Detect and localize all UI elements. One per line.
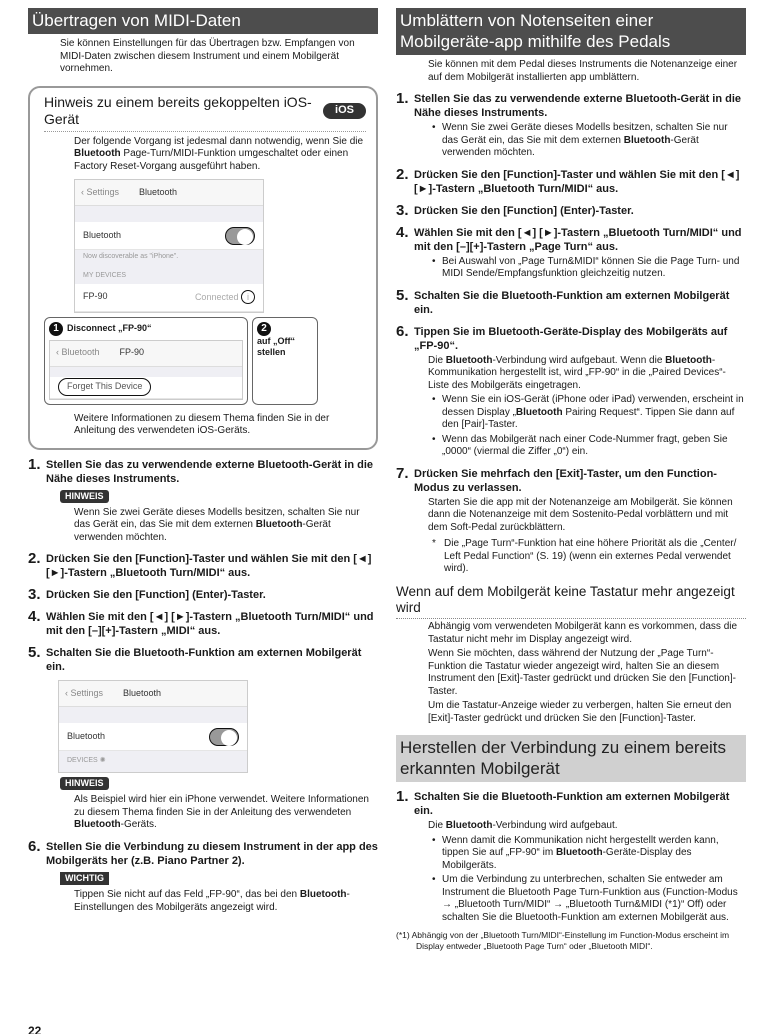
back-icon: ‹ Settings [65,688,104,699]
ios-note-more: Weitere Informationen zu diesem Thema finden Sie in der Anleitung des verwendeten iOS-Geräts. [74,412,330,436]
right-column: Umblättern von Notenseiten einer Mobilgeräte-app mithilfe des Pedals Sie können mit dem Pedal dieses Instruments die Notenanzeige einer auf dem Mobilgerät installierten app umblättern. 1. Stellen Sie das zu verwendende externe Bluetooth-Gerät in die Nähe dieses Instruments. • Wenn Sie zwei Geräte dieses Modells besitzen, schalten Sie nur das Gerät ein, das Sie mit dem externen Bluetooth-Gerät verwenden möchten. 2. Drücken Sie den [Function]-Taster und wählen Sie mit den [◄] [►]-Tastern „Bluetooth Turn/MIDI“ aus. 3. Drücken Sie den [Function] (Enter)-Taster. 4. Wählen Sie mit den [◄] [►]-Tastern „Bluetooth Turn/MIDI“ und mit den [–][+]-Tastern „Page Turn“ aus. • Bei Auswahl von „Page Turn&MIDI“ können Sie die Page Turn- und MIDI Sende/Empfangsfunktion gleichzeitig nutzen. 5. Schalten Sie die Bluetooth-Funktion am externen Mobilgerät ein. 6. Tippen Sie im Bluetooth-Geräte-Display des Mobilgeräts auf „FP-90“. Die Bluetooth-Verbindung wird aufgebaut. Wenn die Bluetooth-Kommunikation hergestellt ist, wird „FP-90“ in die „Paired Devices“-Liste des Mobilgeräts eingetragen. • Wenn Sie ein iOS-Gerät (iPhone oder iPad) verwenden, erscheint in dessen Display „Bluetooth Pairing Request“. Tippen Sie dann auf den [Pair]-Taster. • Wenn das Mobilgerät nach einer Code-Nummer fragt, geben Sie „0000“ (viermal die Ziffer „0“) ein. 7. Drücken Sie mehrfach den [Exit]-Taster, um den Function-Modus zu verlassen. Starten Sie die app mit der Notenanzeige am Mobilgerät. Sie können dann die Notenanzeige mit dem Sostenito-Pedal vorblättern und mit dem Soft-Pedal zurückblättern. * Die „Page Turn“-Funktion hat eine höhere Priorität als die „Center/ Left Pedal Function“ (S. 19) (wenn ein externes Pedal verwendet wird). Wenn auf dem Mobilgerät keine Tastatur mehr angezeigt wird Abhängig vom verwendeten Mobilgerät kann es vorkommen, dass die Tastatur nicht mehr im Display angezeigt wird. Wenn Sie möchten, dass während der Nutzung der „Page Turn“-Funktion die Tastatur wieder angezeigt wird, halten Sie an diesem Instrument den [Exit]-Taster gedrückt und drücken Sie den [Function]-Taster. Um die Tastatur-Anzeige wieder zu verbergen, halten Sie erneut den [Exit]-Taster gedrückt und drücken Sie den [Function]-Taster. Herstellen der Verbindung zu einem bereits erkannten Mobilgerät 1. Schalten Sie die Bluetooth-Funktion am externen Mobilgerät ein. Die Bluetooth-Verbindung wird aufgebaut. • Wenn damit die Kommunikation nicht hergestellt werden kann, tippen Sie auf „FP-90“ im Bluetooth-Geräte-Display des Mobilgeräts. • Um die Verbindung zu unterbrechen, schalten Sie entweder am Instrument die Bluetooth Page Turn-Funktion aus (Function-Modus → „Bluetooth Turn/MIDI“ → „Bluetooth Turn&MIDI (*1)“ Off) oder schalten Sie die Bluetooth-Funktion am externen Mobilgerät aus. (*1) Abhängig von der „Bluetooth Turn/MIDI“-Einstellung im Function-Modus erscheint im Display entweder „Bluetooth Page Turn“ oder „Bluetooth MIDI“. [396,8,746,952]
section-title-midi: Übertragen von MIDI-Daten [28,8,378,34]
right-step-3: 3. Drücken Sie den [Function] (Enter)-Taster. [396,201,634,219]
callout-off: 2 auf „Off“ stellen [252,317,318,405]
page-turn-intro: Sie können mit dem Pedal dieses Instruments die Notenanzeige einer auf dem Mobilgerät installierten app umblättern. [428,59,738,83]
right-step-5: 5. Schalten Sie die Bluetooth-Funktion am externen Mobilgerät ein. [396,286,730,316]
left-step-2: 2. Drücken Sie den [Function]-Taster und wählen Sie mit den [◄] [►]-Tastern „Bluetooth Turn/MIDI“ aus. [28,550,372,580]
right-step-7: 7. Drücken Sie mehrfach den [Exit]-Taster, um den Function-Modus zu verlassen. [396,464,717,494]
bluetooth-toggle [225,227,255,245]
left-step-3: 3. Drücken Sie den [Function] (Enter)-Taster. [28,586,266,604]
spinner-icon: ✺ [99,757,106,765]
hinweis-tag: HINWEIS [60,777,109,790]
bluetooth-toggle [209,728,239,746]
back-icon: ‹ Bluetooth [56,347,100,358]
right-step-4: 4. Wählen Sie mit den [◄] [►]-Tastern „Bluetooth Turn/MIDI“ und mit den [–][+]-Tastern „Page Turn“ aus. [396,223,742,253]
right-step-1: 1. Stellen Sie das zu verwendende externe Bluetooth-Gerät in die Nähe dieses Instruments. [396,90,742,119]
left-column: Übertragen von MIDI-Daten Sie können Einstellungen für das Übertragen bzw. Empfangen von MIDI-Daten zwischen diesem Instrument und einem Mobilgerät vornehmen. Hinweis zu einem bereits gekoppelten iOS-Gerät iOS Der folgende Vorgang ist jedesmal dann notwendig, wenn Sie die Bluetooth Page-Turn/MIDI-Funktion umgeschaltet oder einen Factory Reset-Vorgang ausgeführt haben. ‹ Settings Bluetooth Bluetooth Now discoverable as "iPhone". MY DEVICES FP-90 Connected i 1 Disconnect „FP-90“ ‹ Bluetooth FP-90 Forget This Device 2 auf „Off“ stellen Weitere Informationen zu diesem Thema finden Sie in der Anleitung des verwendeten iOS-Geräts. 1. Stellen Sie das zu verwendende externe Bluetooth-Gerät in die Nähe dieses Instruments. HINWEIS Wenn Sie zwei Geräte dieses Modells besitzen, schalten Sie nur das Gerät ein, das Sie mit dem externen Bluetooth-Gerät verwenden möchten. 2. Drücken Sie den [Function]-Taster und wählen Sie mit den [◄] [►]-Tastern „Bluetooth Turn/MIDI“ aus. 3. Drücken Sie den [Function] (Enter)-Taster. 4. Wählen Sie mit den [◄] [►]-Tastern „Bluetooth Turn/MIDI“ und mit den [–][+]-Tastern „MIDI“ aus. 5. Schalten Sie die Bluetooth-Funktion am externen Mobilgerät ein. ‹ Settings Bluetooth Bluetooth DEVICES ✺ HINWEIS Als Beispiel wird hier ein iPhone verwendet. Weitere Informationen zu diesem Thema finden Sie in der Anleitung des verwendeten Bluetooth-Geräts. 6. Stellen Sie die Verbindung zu diesem Instrument in der app des Mobilgeräts her (z.B. Piano Partner 2). WICHTIG Tippen Sie nicht auf das Feld „FP-90“, das bei den Bluetooth-Einstellungen des Mobilgeräts angezeigt wird. [28,8,378,914]
page-number: 22 [28,1024,42,1034]
left-step-4: 4. Wählen Sie mit den [◄] [►]-Tastern „Bluetooth Turn/MIDI“ und mit den [–][+]-Tastern „MIDI“ aus. [28,608,374,638]
right-step-6: 6. Tippen Sie im Bluetooth-Geräte-Display des Mobilgeräts auf „FP-90“. [396,322,728,352]
section-title-reconnect: Herstellen der Verbindung zu einem bereits erkannten Mobilgerät [396,735,746,782]
back-icon: ‹ Settings [81,186,120,197]
ios-badge: iOS [323,103,366,119]
midi-intro: Sie können Einstellungen für das Übertragen bzw. Empfangen von MIDI-Daten zwischen diesem Instrument und einem Mobilgerät vornehmen. [60,38,355,74]
forget-device-highlight: Forget This Device [58,378,151,395]
reconnect-step-1: 1. Schalten Sie die Bluetooth-Funktion am externen Mobilgerät ein. [396,788,730,818]
info-icon: i [241,290,255,304]
right-step-2: 2. Drücken Sie den [Function]-Taster und wählen Sie mit den [◄] [►]-Tastern „Bluetooth Turn/MIDI“ aus. [396,165,740,195]
ios-note-title: Hinweis zu einem bereits gekoppelten iOS-Gerät iOS [44,94,366,132]
ios-settings-screenshot: ‹ Settings Bluetooth Bluetooth Now discoverable as "iPhone". MY DEVICES FP-90 Connected i [74,179,264,313]
footnote: (*1) Abhängig von der „Bluetooth Turn/MIDI“-Einstellung im Function-Modus erscheint im Display entweder „Bluetooth Page Turn“ oder „Bluetooth MIDI“. [396,930,730,951]
callout-disconnect: 1 Disconnect „FP-90“ ‹ Bluetooth FP-90 Forget This Device [44,317,248,405]
wichtig-tag: WICHTIG [60,872,109,885]
hinweis-tag: HINWEIS [60,490,109,503]
ios-note-box [28,86,378,450]
keyboard-subheading: Wenn auf dem Mobilgerät keine Tastatur mehr angezeigt wird [396,584,746,620]
section-title-page-turn: Umblättern von Notenseiten einer Mobilgeräte-app mithilfe des Pedals [396,8,746,55]
ios-bluetooth-screenshot: ‹ Settings Bluetooth Bluetooth DEVICES ✺ [58,680,248,773]
left-step-6: 6. Stellen Sie die Verbindung zu diesem Instrument in der app des Mobilgeräts her (z.B. Piano Partner 2). [28,837,378,867]
ios-note-body: Der folgende Vorgang ist jedesmal dann notwendig, wenn Sie die Bluetooth Page-Turn/MIDI-Funktion umgeschaltet oder einen Factory Reset-Vorgang ausgeführt haben. [74,135,364,172]
left-step-1: 1. Stellen Sie das zu verwendende externe Bluetooth-Gerät in die Nähe dieses Instruments. [28,455,374,485]
left-step-5: 5. Schalten Sie die Bluetooth-Funktion am externen Mobilgerät ein. [28,644,362,674]
